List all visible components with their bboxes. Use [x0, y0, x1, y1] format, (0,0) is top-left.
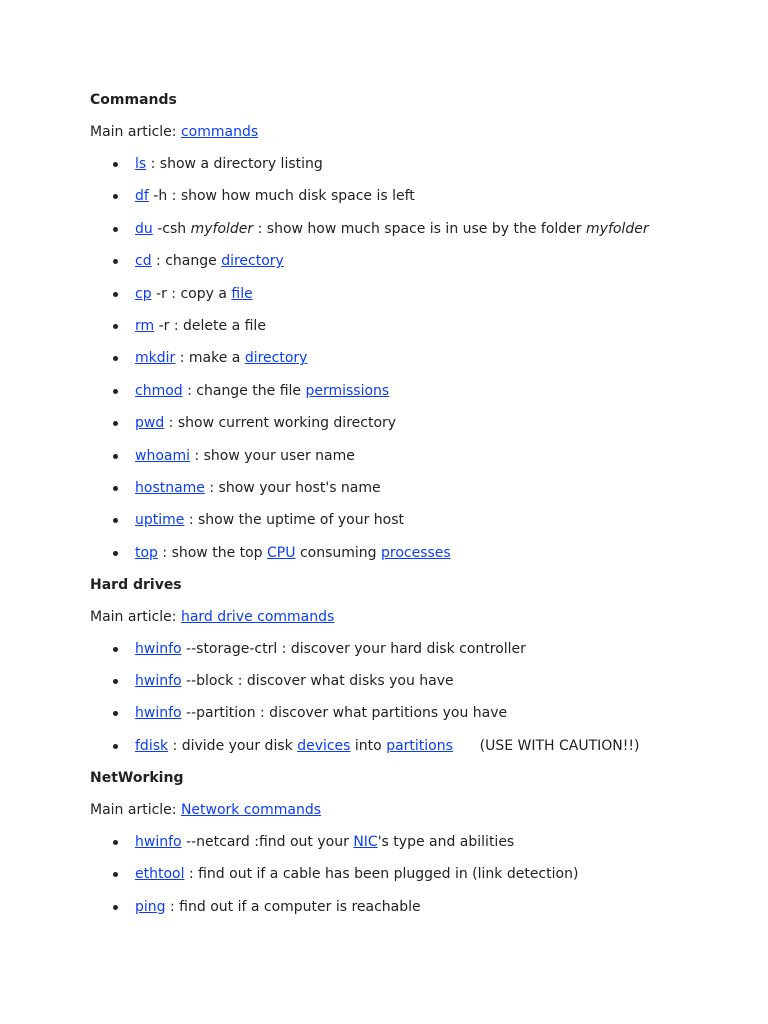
bullet-icon	[113, 679, 118, 684]
link-hwinfo[interactable]: hwinfo	[135, 705, 182, 722]
item-text: -r : copy a	[151, 285, 232, 302]
main-article-label: Main article:	[90, 801, 181, 818]
list-item	[90, 543, 750, 563]
list-item	[90, 639, 750, 659]
list-item	[90, 316, 750, 336]
link-whoami[interactable]: whoami	[135, 447, 190, 464]
list-item	[90, 154, 750, 174]
item-text: : find out if a computer is reachable	[165, 898, 421, 915]
document-content	[90, 90, 750, 917]
main-article-link[interactable]: commands	[180, 124, 259, 140]
item-text: : show your user name	[190, 447, 355, 464]
link-partitions[interactable]: partitions	[386, 737, 453, 754]
list-item	[90, 703, 750, 723]
bullet-icon	[113, 711, 118, 716]
bullet-icon	[113, 162, 118, 167]
item-text: : show the uptime of your host	[184, 512, 405, 529]
bullet-icon	[113, 518, 118, 523]
link-cpu[interactable]: CPU	[267, 544, 296, 561]
item-text: : change	[151, 253, 222, 270]
link-du[interactable]: du	[135, 220, 153, 237]
item-text: -r : delete a file	[154, 317, 266, 334]
bullet-icon	[113, 389, 118, 394]
command-list	[90, 639, 750, 756]
link-ls[interactable]: ls	[135, 156, 147, 172]
list-item	[90, 284, 750, 304]
item-text: : show current working directory	[164, 415, 397, 432]
item-text: : show the top	[157, 544, 268, 561]
emphasized-text: myfolder	[190, 220, 254, 237]
item-text: : show how much space is in use by the folder	[253, 220, 587, 237]
link-nic[interactable]: NIC	[353, 833, 378, 850]
main-article-label: Main article:	[90, 124, 181, 140]
link-hostname[interactable]: hostname	[135, 479, 205, 496]
list-item	[90, 832, 750, 852]
bullet-icon	[113, 356, 118, 361]
list-item	[90, 348, 750, 368]
link-uptime[interactable]: uptime	[135, 512, 185, 529]
emphasized-text: myfolder	[586, 220, 649, 237]
item-text: : change the file	[182, 382, 306, 399]
item-text: 's type and abilities	[377, 833, 515, 850]
main-article-line	[90, 800, 750, 820]
list-item	[90, 413, 750, 433]
item-text: : make a	[175, 350, 245, 367]
list-item	[90, 381, 750, 401]
list-item	[90, 446, 750, 466]
link-rm[interactable]: rm	[135, 317, 155, 334]
link-hwinfo[interactable]: hwinfo	[135, 673, 182, 690]
list-item	[90, 671, 750, 691]
bullet-icon	[113, 259, 118, 264]
main-article-label: Main article:	[90, 608, 181, 625]
bullet-icon	[113, 551, 118, 556]
item-text: : show your host's name	[204, 479, 381, 496]
link-ethtool[interactable]: ethtool	[135, 866, 185, 883]
link-ping[interactable]: ping	[135, 898, 166, 915]
bullet-icon	[113, 840, 118, 845]
link-devices[interactable]: devices	[297, 737, 351, 754]
bullet-icon	[113, 454, 118, 459]
item-text: : divide your disk	[168, 737, 298, 754]
section-heading-networking: NetWorking	[90, 769, 184, 786]
list-item	[90, 478, 750, 498]
list-item	[90, 864, 750, 884]
list-item	[90, 510, 750, 530]
link-df[interactable]: df	[135, 188, 149, 205]
section-heading-commands: Commands	[90, 92, 177, 108]
list-item	[90, 186, 750, 206]
item-text: -h : show how much disk space is left	[148, 188, 415, 205]
item-text: --storage-ctrl : discover your hard disk controller	[181, 640, 526, 657]
link-permissions[interactable]: permissions	[305, 382, 390, 399]
item-text: --block : discover what disks you have	[181, 673, 454, 690]
link-hwinfo[interactable]: hwinfo	[135, 833, 182, 850]
link-directory[interactable]: directory	[221, 253, 284, 270]
link-mkdir[interactable]: mkdir	[135, 350, 176, 367]
caution-note: (USE WITH CAUTION!!)	[452, 737, 640, 754]
list-item	[90, 897, 750, 917]
link-cp[interactable]: cp	[135, 285, 152, 302]
link-chmod[interactable]: chmod	[135, 382, 183, 399]
link-file[interactable]: file	[231, 285, 253, 302]
item-text: --netcard :find out your	[181, 833, 354, 850]
link-fdisk[interactable]: fdisk	[135, 737, 169, 754]
item-text: consuming	[295, 544, 381, 561]
item-text: : show a directory listing	[146, 156, 323, 172]
main-article-link[interactable]: Network commands	[180, 801, 322, 818]
document-page	[90, 90, 750, 929]
bullet-icon	[113, 421, 118, 426]
link-pwd[interactable]: pwd	[135, 415, 165, 432]
bullet-icon	[113, 744, 118, 749]
main-article-line	[90, 122, 750, 142]
bullet-icon	[113, 194, 118, 199]
bullet-icon	[113, 872, 118, 877]
link-processes[interactable]: processes	[381, 544, 451, 561]
list-item	[90, 251, 750, 271]
command-list	[90, 154, 750, 563]
bullet-icon	[113, 647, 118, 652]
list-item	[90, 736, 750, 756]
command-list	[90, 832, 750, 917]
bullet-icon	[113, 486, 118, 491]
bullet-icon	[113, 292, 118, 297]
link-cd[interactable]: cd	[135, 253, 152, 270]
item-text: --partition : discover what partitions you have	[181, 705, 508, 722]
main-article-link[interactable]: hard drive commands	[180, 608, 335, 625]
list-item	[90, 219, 750, 239]
bullet-icon	[113, 905, 118, 910]
bullet-icon	[113, 324, 118, 329]
item-text: : find out if a cable has been plugged in (link detection)	[184, 866, 579, 883]
main-article-line	[90, 607, 750, 627]
link-hwinfo[interactable]: hwinfo	[135, 640, 182, 657]
section-heading-hard-drives: Hard drives	[90, 576, 182, 593]
item-text: -csh	[152, 220, 191, 237]
bullet-icon	[113, 227, 118, 232]
item-text: into	[350, 737, 387, 754]
link-directory[interactable]: directory	[244, 350, 308, 367]
link-top[interactable]: top	[135, 544, 158, 561]
